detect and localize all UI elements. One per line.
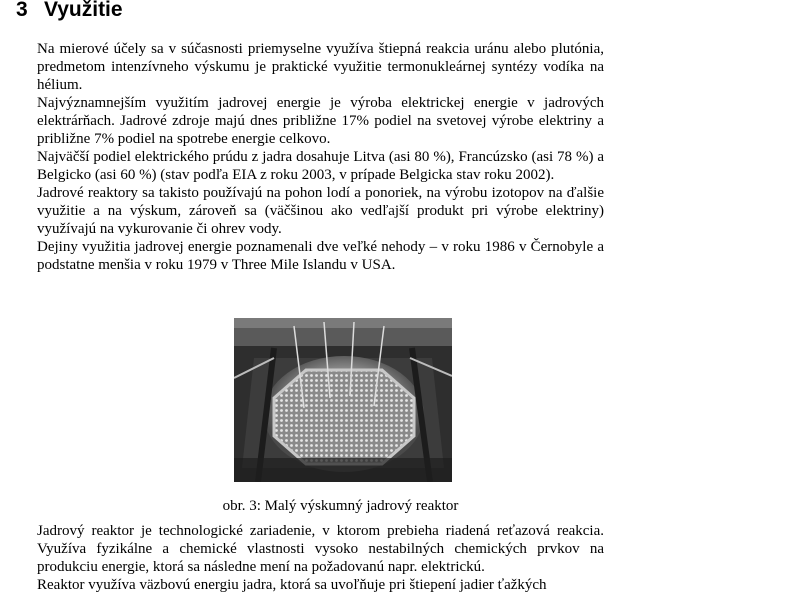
figure-caption: obr. 3: Malý výskumný jadrový reaktor	[222, 498, 459, 514]
paragraph: Na mierové účely sa v súčasnosti priemyselne využíva štiepná reakcia uránu alebo plutónia, predmetom intenzívneho výskumu je praktické využitie termonukleárnej syntézy vodíka na hélium.	[37, 41, 604, 93]
paragraph: Dejiny využitia jadrovej energie poznamenali dve veľké nehody – v roku 1986 v Černobyle a podstatne menšia v roku 1979 v Three Mile Islandu v USA.	[37, 239, 604, 273]
section-title: Využitie	[44, 0, 123, 21]
paragraph: Najväčší podiel elektrického prúdu z jadra dosahuje Litva (asi 80 %), Francúzsko (asi 78 %) a Belgicko (asi 60 %) (stav podľa EIA z roku 2003, v prípade Belgicka stav roku 2002).	[37, 149, 604, 183]
paragraph: Reaktor využíva väzbovú energiu jadra, ktorá sa uvoľňuje pri štiepení jadier ťažkých	[37, 577, 547, 593]
section-number: 3	[16, 0, 28, 21]
paragraph: Jadrové reaktory sa takisto používajú na pohon lodí a ponoriek, na výrobu izotopov na ďalšie využitie a na výskum, zároveň sa (väčšinou ako vedľajší produkt pri výrobe elektriny) využívajú na vykurovanie či ohrev vody.	[37, 185, 604, 237]
body-text-top	[37, 40, 604, 274]
paragraph: Najvýznamnejším využitím jadrovej energie je výroba elektrickej energie v jadrových elektrárňach. Jadrové zdroje majú dnes približne 17% podiel na svetovej výrobe elektriny a približne 7% podiel na spotrebe energie celkovo.	[37, 95, 604, 147]
reactor-photo	[234, 318, 452, 482]
body-text-bottom	[37, 522, 604, 594]
paragraph: Jadrový reaktor je technologické zariadenie, v ktorom prebieha riadená reťazová reakcia. Využíva fyzikálne a chemické vlastnosti vysoko nestabilných chemických prvkov na produkciu energie, ktorá sa následne mení na požadovanú napr. elektrickú.	[37, 523, 604, 575]
section-heading	[16, 0, 123, 22]
